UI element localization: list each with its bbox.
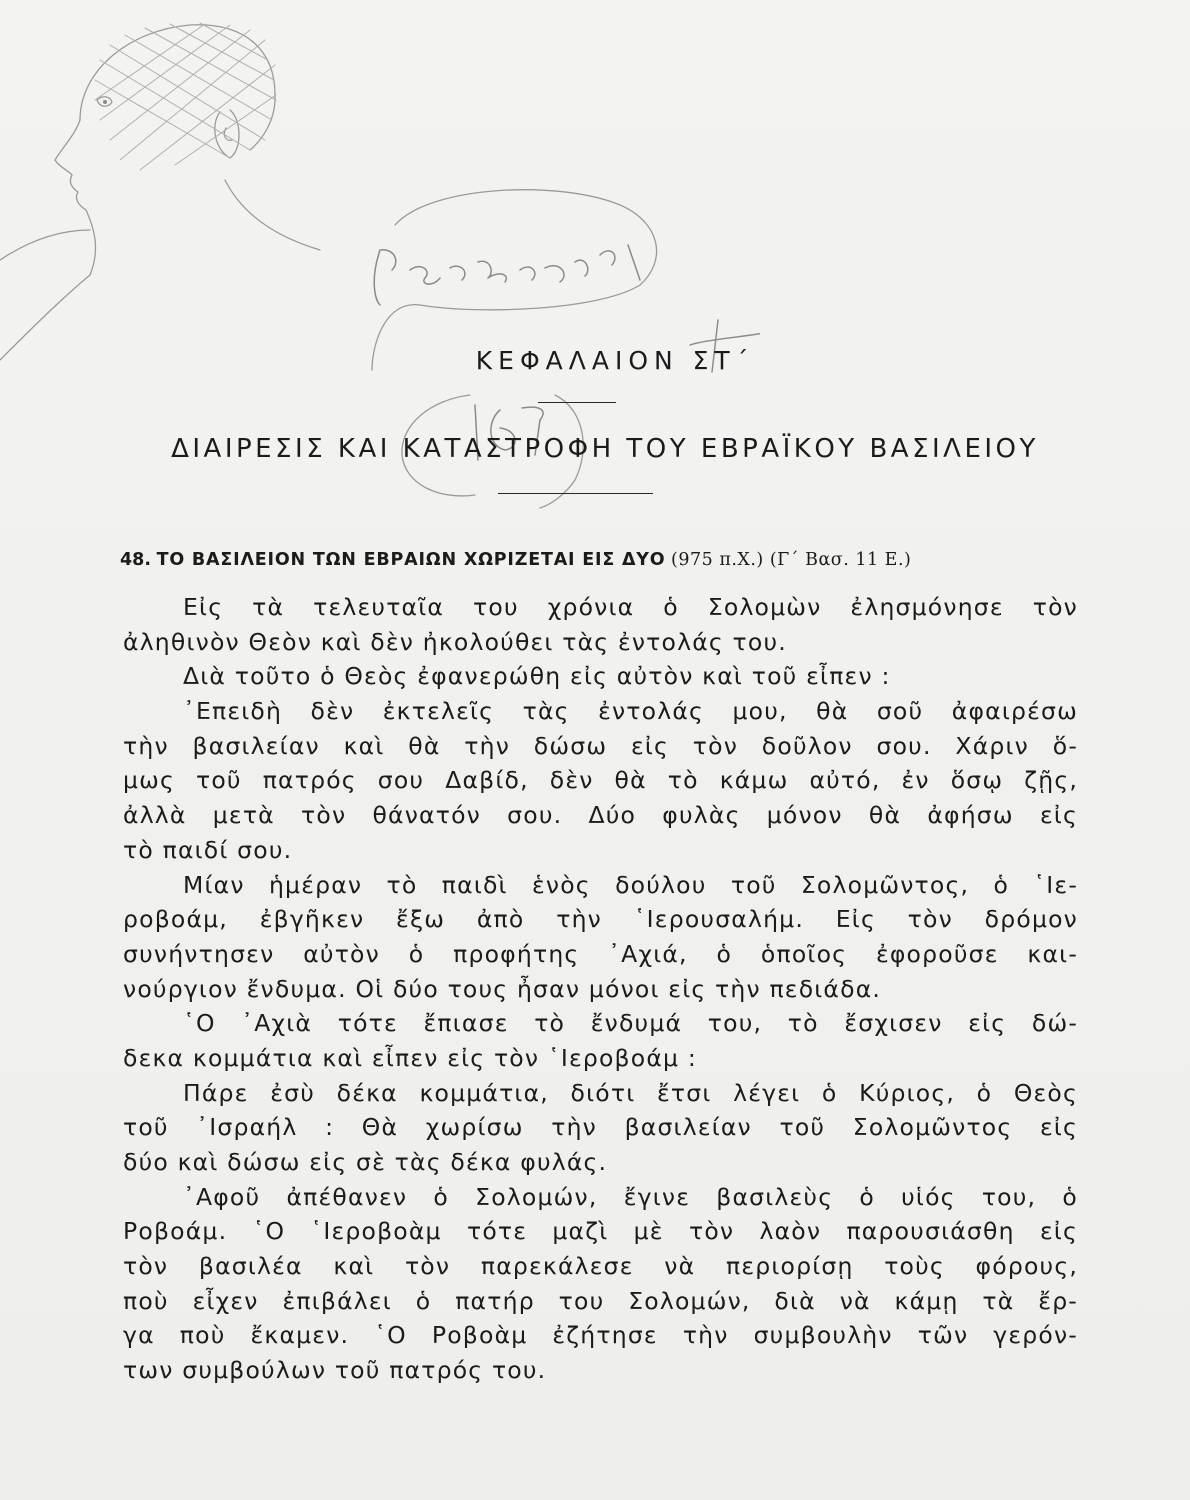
text-line: ᾿Επειδὴ δὲν ἐκτελεῖς τὰς ἐντολάς μου, θὰ σοῦ ἀφαιρέσω <box>183 697 1078 726</box>
text-line: Ροβοάμ. ῾Ο ῾Ιεροβοὰμ τότε μαζὶ μὲ τὸν λαὸν παρουσιάσθη εἰς <box>123 1217 1078 1246</box>
text-line: ροβοάμ, ἐβγῆκεν ἔξω ἀπὸ τὴν ῾Ιερουσαλήμ. Εἰς τὸν δρόμον <box>123 905 1078 934</box>
section-reference: (975 π.Χ.) (Γ΄ Βασ. 11 Ε.) <box>671 550 912 570</box>
sketch-ear <box>215 110 239 158</box>
section-number: 48. <box>120 550 152 570</box>
divider-rule <box>538 402 616 403</box>
text-line: δύο καὶ δώσω εἰς σὲ τὰς δέκα φυλάς. <box>123 1148 608 1176</box>
section-title: ΤΟ ΒΑΣΙΛΕΙΟΝ ΤΩΝ ΕΒΡΑΙΩΝ ΧΩΡΙΖΕΤΑΙ ΕΙΣ ΔΥΟ <box>156 550 666 570</box>
sketch-shoulder <box>0 180 320 360</box>
text-line: ἀληθινὸν Θεὸν καὶ δὲν ἠκολούθει τὰς ἐντολάς του. <box>123 627 787 656</box>
section-heading <box>120 550 1080 570</box>
text-line: Μίαν ἡμέραν τὸ παιδὶ ἑνὸς δούλου τοῦ Σολομῶντος, ὁ ῾Ιε- <box>183 870 1078 899</box>
body-text <box>123 590 1078 1388</box>
text-line: τοῦ ᾿Ισραήλ : Θὰ χωρίσω τὴν βασιλείαν τοῦ Σολομῶντος εἰς <box>123 1113 1078 1142</box>
text-line: Πάρε ἐσὺ δέκα κομμάτια, διότι ἔτσι λέγει ὁ Κύριος, ὁ Θεὸς <box>183 1078 1078 1107</box>
text-line: μως τοῦ πατρός σου Δαβίδ, δὲν θὰ τὸ κάμω αὐτό, ἐν ὅσῳ ζῇς, <box>123 766 1078 795</box>
chapter-title: ΔΙΑΙΡΕΣΙΣ ΚΑΙ ΚΑΤΑΣΤΡΟΦΗ ΤΟΥ ΕΒΡΑΪΚΟΥ ΒΑΣΙΛΕΙΟΥ <box>171 434 1039 464</box>
divider-rule <box>498 493 653 494</box>
sketch-signature-loop <box>372 190 657 370</box>
text-line: Εἰς τὰ τελευταῖα του χρόνια ὁ Σολομὼν ἐλησμόνησε τὸν <box>183 593 1078 621</box>
sketch-eye <box>97 97 112 106</box>
text-line: τὴν βασιλείαν καὶ θὰ τὴν δώσω εἰς τὸν δοῦλον σου. Χάριν ὅ- <box>123 731 1078 760</box>
sketch-face-profile <box>55 120 96 275</box>
text-line: νούργιον ἔνδυμα. Οἱ δύο τους ἦσαν μόνοι εἰς τὴν πεδιάδα. <box>123 974 882 1003</box>
text-line: γα ποὺ ἔκαμεν. ῾Ο Ροβοὰμ ἐζήτησε τὴν συμβουλὴν τῶν γερόν- <box>123 1321 1078 1350</box>
text-line: τὸν βασιλέα καὶ τὸν παρεκάλεσε νὰ περιορίσῃ τοὺς φόρους, <box>123 1252 1078 1281</box>
text-line: ποὺ εἶχεν ἐπιβάλει ὁ πατήρ του Σολομών, διὰ νὰ κάμῃ τὰ ἔρ- <box>123 1286 1078 1315</box>
sketch-head-outline <box>80 25 275 150</box>
chapter-label: ΚΕΦΑΛΑΙΟΝ ΣΤ΄ <box>475 346 755 375</box>
text-line: Διὰ τοῦτο ὁ Θεὸς ἐφανερώθη εἰς αὐτὸν καὶ τοῦ εἶπεν : <box>183 662 891 691</box>
text-line: δεκα κομμάτια καὶ εἶπεν εἰς τὸν ῾Ιεροβοάμ : <box>123 1043 697 1072</box>
text-line: ἀλλὰ μετὰ τὸν θάνατόν σου. Δύο φυλὰς μόνον θὰ ἀφήσω εἰς <box>123 801 1078 830</box>
text-line: των συμβούλων τοῦ πατρός του. <box>123 1356 547 1385</box>
text-line: συνήντησεν αὐτὸν ὁ προφήτης ᾿Αχιά, ὁ ὁποῖος ἐφοροῦσε και- <box>123 939 1078 968</box>
text-line: ῾Ο ᾿Αχιὰ τότε ἔπιασε τὸ ἔνδυμά του, τὸ ἔσχισεν εἰς δώ- <box>183 1009 1078 1038</box>
text-line: τὸ παιδί σου. <box>123 835 293 864</box>
text-line: ᾿Αφοῦ ἀπέθανεν ὁ Σολομών, ἔγινε βασιλεὺς ὁ υἱός του, ὁ <box>183 1182 1078 1211</box>
